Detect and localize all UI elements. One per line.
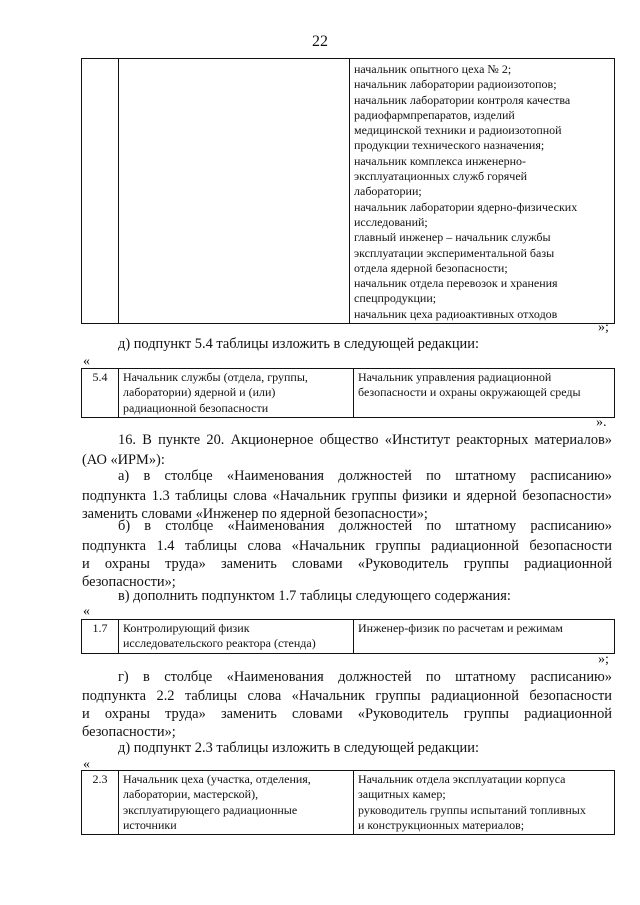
cell-line: начальник лаборатории радиоизотопов; [354, 77, 557, 92]
opening-quote: « [83, 757, 90, 772]
opening-quote: « [83, 604, 90, 619]
cell-line: и конструкционных материалов; [358, 817, 525, 832]
paragraph-d-5-4: д) подпункт 5.4 таблицы изложить в следующей редакции: [118, 336, 479, 352]
item-a-line: подпункта 1.3 таблицы слова «Начальник группы физики и ядерной безопасности» [82, 488, 612, 504]
cell-line: лаборатории, мастерской), [123, 787, 259, 802]
table-cell-num: 5.4 [82, 369, 119, 418]
table-cell-num: 2.3 [82, 771, 119, 835]
table-2-3 [81, 770, 615, 835]
table-cell-new-titles [354, 771, 615, 835]
page-number: 22 [312, 33, 328, 50]
paragraph-d-2-3: д) подпункт 2.3 таблицы изложить в следующей редакции: [118, 740, 479, 756]
table-cell-old-title [119, 59, 350, 324]
item-b-line: подпункта 1.4 таблицы слова «Начальник группы радиационной безопасности [82, 538, 612, 554]
item-g-line: безопасности»; [82, 724, 176, 740]
cell-line: начальник отдела перевозок и хранения [354, 276, 558, 291]
cell-line: радиофармпрепаратов, изделий [354, 107, 515, 122]
item-a-line: а) в столбце «Наименования должностей по штатному расписанию» [118, 468, 612, 484]
table-cell-num: 1.7 [82, 620, 119, 654]
item-16-line: 16. В пункте 20. Акционерное общество «Институт реакторных материалов» [118, 432, 612, 448]
table-continuation [81, 58, 615, 324]
item-a-line: заменить словами «Инженер по ядерной безопасности»; [82, 506, 428, 522]
table-cell-new-title [354, 620, 615, 654]
table-cell-new-titles [350, 59, 615, 324]
cell-line: отдела ядерной безопасности; [354, 260, 508, 275]
cell-line: начальник комплекса инженерно- [354, 153, 526, 168]
cell-line: начальник цеха радиоактивных отходов [354, 306, 558, 321]
cell-line: лаборатории; [354, 184, 422, 199]
cell-line: начальник опытного цеха № 2; [354, 62, 512, 76]
cell-line: эксплуатационных служб горячей [354, 169, 528, 184]
cell-line: источники [123, 817, 177, 832]
cell-line: Начальник управления радиационной [358, 370, 552, 384]
cell-line: продукции технического назначения; [354, 138, 545, 153]
item-g-line: г) в столбце «Наименования должностей по штатному расписанию» [118, 669, 612, 685]
table-cell-num [82, 59, 119, 324]
item-b-line: б) в столбце «Наименования должностей по штатному расписанию» [118, 518, 612, 534]
cell-line: безопасности и охраны окружающей среды [358, 385, 581, 400]
cell-line: радиационной безопасности [123, 400, 269, 415]
item-g-line: и охраны труда» заменить словами «Руководитель группы радиационной [82, 706, 612, 722]
item-b-line: безопасности»; [82, 574, 176, 590]
table-cell-new-title [354, 369, 615, 418]
table-cell-old-title [119, 620, 354, 654]
cell-line: начальник лаборатории ядерно-физических [354, 199, 578, 214]
table-1-7 [81, 619, 615, 654]
cell-line: главный инженер – начальник службы [354, 230, 551, 245]
closing-quote: »; [598, 320, 609, 335]
item-v: в) дополнить подпунктом 1.7 таблицы следующего содержания: [118, 588, 511, 604]
cell-line: эксплуатирующего радиационные [123, 802, 298, 817]
cell-line: спецпродукции; [354, 291, 437, 306]
table-cell-old-title [119, 771, 354, 835]
opening-quote: « [83, 354, 90, 369]
cell-line: Начальник отдела эксплуатации корпуса [358, 772, 566, 786]
cell-line: руководитель группы испытаний топливных [358, 802, 586, 817]
cell-line: Инженер-физик по расчетам и режимам [358, 621, 563, 635]
cell-line: Контролирующий физик [123, 621, 250, 635]
item-16-line: (АО «ИРМ»): [82, 452, 165, 468]
cell-line: медицинской техники и радиоизотопной [354, 123, 562, 138]
cell-line: эксплуатации экспериментальной базы [354, 245, 555, 260]
cell-line: исследований; [354, 214, 428, 229]
cell-line: Начальник цеха (участка, отделения, [123, 772, 311, 786]
closing-quote: ». [596, 415, 607, 430]
cell-line: лаборатории) ядерной и (или) [123, 385, 276, 400]
cell-line: исследовательского реактора (стенда) [123, 636, 316, 651]
table-cell-old-title [119, 369, 354, 418]
item-b-line: и охраны труда» заменить словами «Руководитель группы радиационной [82, 556, 612, 572]
cell-line: начальник лаборатории контроля качества [354, 92, 571, 107]
item-g-line: подпункта 2.2 таблицы слова «Начальник группы радиационной безопасности [82, 688, 612, 704]
cell-line: Начальник службы (отдела, группы, [123, 370, 308, 384]
table-5-4 [81, 368, 615, 418]
cell-line: защитных камер; [358, 787, 446, 802]
closing-quote: »; [598, 652, 609, 667]
